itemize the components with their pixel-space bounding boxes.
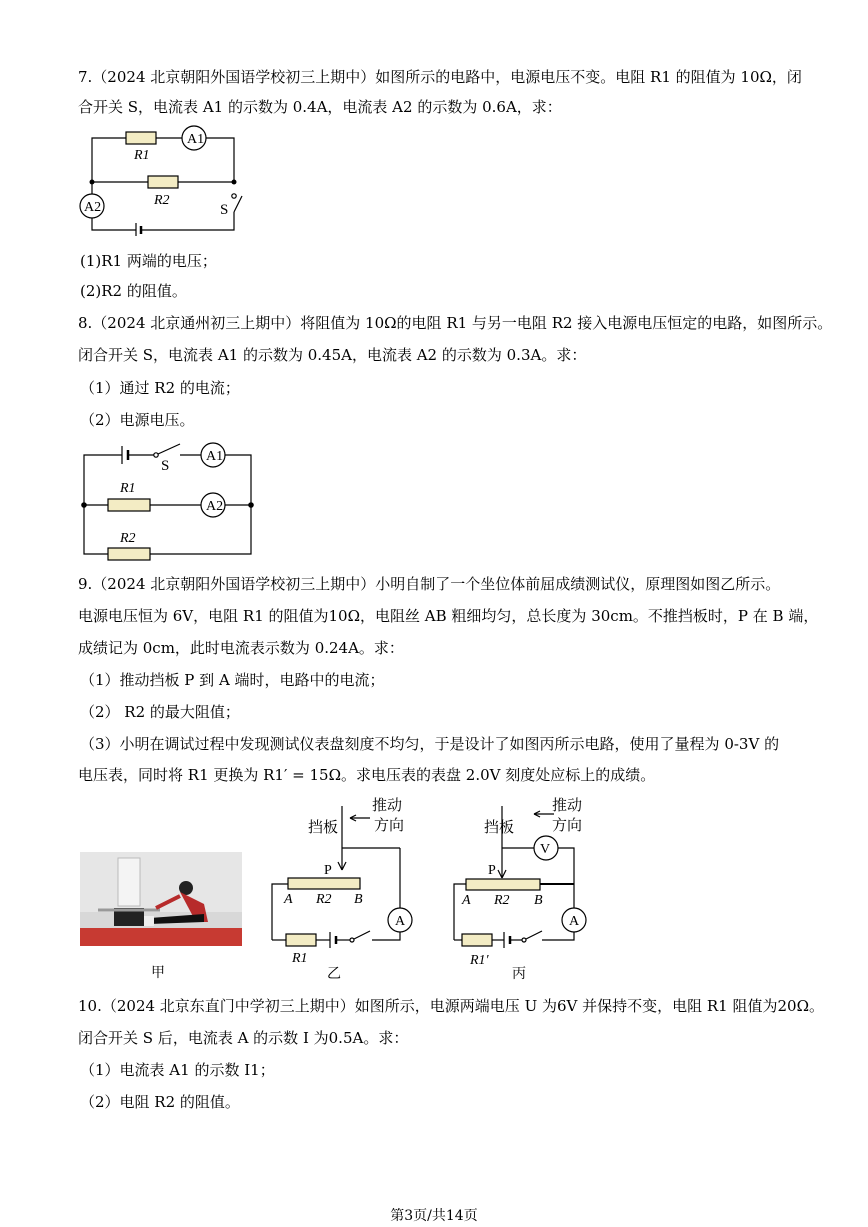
q9-sub3: （3）小明在调试过程中发现测试仪表盘刻度不均匀，于是设计了如图丙所示电路，使用了量程为 0-3V 的 xyxy=(80,735,780,753)
q9-bing-b: B xyxy=(534,893,543,908)
q8-sub1: （1）通过 R2 的电流； xyxy=(80,379,240,397)
q9-yi-p: P xyxy=(324,863,332,878)
q9-yi-push1: 推动 xyxy=(372,796,403,814)
q9-bing-caption: 丙 xyxy=(512,966,526,982)
q7-a1-label: A1 xyxy=(187,132,205,147)
q9-yi-a: A xyxy=(284,892,293,907)
q8-a2-label: A2 xyxy=(206,499,224,514)
q8-sub2: （2）电源电压。 xyxy=(80,411,195,429)
q8-text-line1: 8.（2024 北京通州初三上期中）将阻值为 10Ω的电阻 R1 与另一电阻 R2 接入电源电压恒定的电路，如图所示。 xyxy=(78,314,833,332)
q10-sub2: （2）电阻 R2 的阻值。 xyxy=(80,1093,240,1111)
q8-r2-label: R2 xyxy=(120,531,136,546)
q9-bing-p: P xyxy=(488,863,496,878)
q9-bing-board: 挡板 xyxy=(484,818,515,836)
q7-s-label: S xyxy=(220,202,229,218)
q9-circuit-bing xyxy=(442,792,602,984)
q9-bing-push1: 推动 xyxy=(552,796,583,814)
q9-yi-caption: 乙 xyxy=(327,966,341,982)
page-footer: 第3页/共14页 xyxy=(390,1208,478,1224)
q9-text-line1: 9.（2024 北京朝阳外国语学校初三上期中）小明自制了一个坐位体前屈成绩测试仪，原理图如图乙所示。 xyxy=(78,575,781,593)
q9-photo-jia xyxy=(80,852,242,946)
q10-sub1: （1）电流表 A1 的示数 I1； xyxy=(80,1061,275,1079)
q9-bing-r1p: R1′ xyxy=(470,953,489,968)
q9-bing-r2: R2 xyxy=(494,893,510,908)
q9-bing-ammeter: A xyxy=(569,914,580,929)
q9-bing-push2: 方向 xyxy=(552,816,583,834)
q9-yi-b: B xyxy=(354,892,363,907)
q7-r1-label: R1 xyxy=(134,148,150,163)
q9-sub3-cont: 电压表，同时将 R1 更换为 R1′ = 15Ω。求电压表的表盘 2.0V 刻度处应标上的成绩。 xyxy=(78,766,656,784)
q9-text-line2: 电源电压恒为 6V，电阻 R1 的阻值为10Ω，电阻丝 AB 粗细均匀，总长度为 30cm。不推挡板时，P 在 B 端， xyxy=(78,607,819,625)
q10-text-line1: 10.（2024 北京东直门中学初三上期中）如图所示，电源两端电压 U 为6V 并保持不变，电阻 R1 阻值为20Ω。 xyxy=(78,997,825,1015)
q8-circuit-diagram xyxy=(76,440,260,564)
q8-r1-label: R1 xyxy=(120,481,136,496)
q8-a1-label: A1 xyxy=(206,449,224,464)
q9-yi-board: 挡板 xyxy=(308,818,339,836)
q8-text-line2: 闭合开关 S，电流表 A1 的示数为 0.45A，电流表 A2 的示数为 0.3A。求： xyxy=(78,346,587,364)
q8-s-label: S xyxy=(161,458,170,474)
q9-bing-voltmeter: V xyxy=(540,842,551,857)
q9-yi-ammeter: A xyxy=(395,914,406,929)
q7-a2-label: A2 xyxy=(84,200,102,215)
q7-sub2: (2)R2 的阻值。 xyxy=(80,282,187,300)
q9-text-line3: 成绩记为 0cm，此时电流表示数为 0.24A。求： xyxy=(78,639,404,657)
q9-circuit-yi xyxy=(262,792,422,984)
q7-sub1: (1)R1 两端的电压； xyxy=(80,252,217,270)
q9-bing-a: A xyxy=(462,893,471,908)
q10-text-line2: 闭合开关 S 后，电流表 A 的示数 I 为0.5A。求： xyxy=(78,1029,409,1047)
q7-text-line2: 合开关 S，电流表 A1 的示数为 0.4A，电流表 A2 的示数为 0.6A，求： xyxy=(78,98,562,116)
q9-sub1: （1）推动挡板 P 到 A 端时，电路中的电流； xyxy=(80,671,385,689)
q9-yi-r1: R1 xyxy=(292,951,308,966)
q7-circuit-diagram xyxy=(74,124,254,236)
q7-r2-label: R2 xyxy=(154,193,170,208)
q7-text-line1: 7.（2024 北京朝阳外国语学校初三上期中）如图所示的电路中，电源电压不变。电阻 R1 的阻值为 10Ω，闭 xyxy=(78,68,802,86)
q9-yi-r2: R2 xyxy=(316,892,332,907)
q9-sub2: （2） R2 的最大阻值； xyxy=(80,703,240,721)
q9-fig-jia-caption: 甲 xyxy=(151,965,165,981)
q9-yi-push2: 方向 xyxy=(374,816,405,834)
